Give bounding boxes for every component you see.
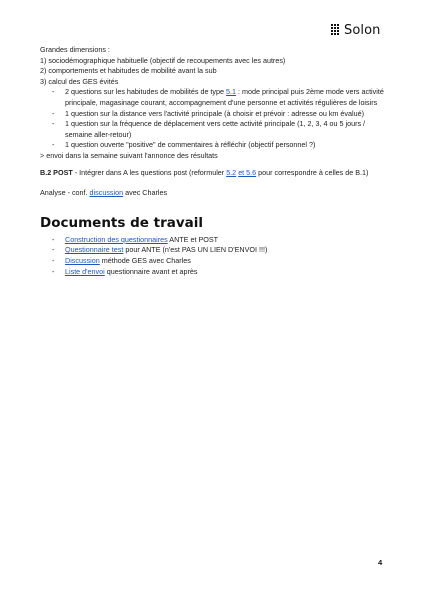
item-text: : mode principal puis 2ème mode vers activité principale, magasinage courant, accompagnement d'une personne et activités régulières de loisirs [65,87,384,107]
item-text: ANTE et POST [167,234,219,244]
list-item [52,267,390,278]
analyse-text: Analyse - conf. [40,188,90,198]
list-item: - 1 question sur la distance vers l'activité principale (à choisir et prévoir : adresse ou km évalué) [52,109,390,120]
grid-logo-icon [331,24,340,37]
list-item [52,235,390,246]
documents-heading: Documents de travail [40,214,204,231]
liste-envoi-link[interactable]: Liste d'envoi [65,266,105,276]
analyse-paragraph [40,188,390,199]
dimension-item-2: 2) comportements et habitudes de mobilité avant la sub [40,66,217,76]
envoi-note: > envoi dans la semaine suivant l'annonce des résultats [40,150,218,160]
page-number: 4 [378,558,383,567]
b2-text-end: pour correspondre à celles de B.1) [256,167,369,177]
dimensions-title: Grandes dimensions : [40,45,110,54]
item-text: méthode GES avec Charles [99,255,191,265]
documents-list [40,235,390,277]
dimension-item-3: 3) calcul des GES évités [40,76,119,86]
document-body [40,45,390,277]
list-item [52,245,390,256]
discussion-link[interactable]: discussion [89,188,124,198]
construction-questionnaires-link[interactable]: Construction des questionnaires [65,234,168,244]
link-5-2[interactable]: 5.2 [226,167,237,177]
discussion-ges-link[interactable]: Discussion [65,255,100,265]
solon-logo [331,24,381,37]
item-text: pour ANTE (n'est PAS UN LIEN D'ENVOI !!!) [123,245,268,255]
link-5-6[interactable]: et 5.6 [238,167,257,177]
analyse-text-end: avec Charles [123,188,168,198]
questionnaire-test-link[interactable]: Questionnaire test [65,245,124,255]
item-text: questionnaire avant et après [104,266,198,276]
list-item: - 1 question sur la fréquence de déplacement vers cette activité principale (1, 2, 3, 4 ou 5 jours / semaine aller-retour) [52,119,390,140]
b2-paragraph [40,168,390,179]
item-text: 2 questions sur les habitudes de mobilités de type [65,87,227,97]
dimension-item-1: 1) sociodémographique habituelle (objectif de recoupements avec les autres) [40,55,286,65]
list-item [52,256,390,267]
list-item [52,87,390,108]
b2-label: B.2 POST [40,167,73,177]
link-5-1[interactable]: 5.1 [226,87,237,97]
ges-list [40,87,390,151]
logo-text: Solon [344,23,381,38]
b2-text: - Intégrer dans A les questions post (reformuler [72,167,227,177]
list-item: - 1 question ouverte "positive" de commentaires à réfléchir (objectif personnel ?) [52,140,390,151]
